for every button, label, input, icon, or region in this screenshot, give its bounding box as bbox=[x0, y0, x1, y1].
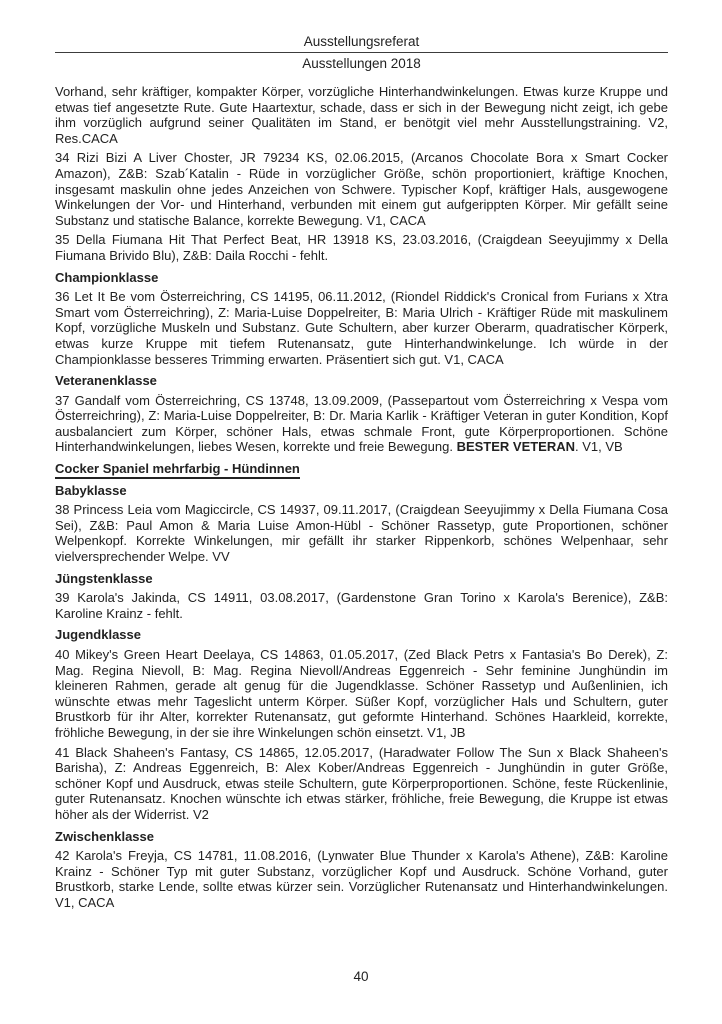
breed-section-title: Cocker Spaniel mehrfarbig - Hündinnen bbox=[55, 461, 300, 479]
page-header bbox=[55, 33, 668, 72]
heading-veteranenklasse: Veteranenklasse bbox=[55, 373, 157, 389]
entry-38: 38 Princess Leia vom Magiccircle, CS 14937, 09.11.2017, (Craigdean Seeyujimmy x Della Fiumana Cosa Sei), Z&B: Paul Amon & Maria Luise Amon-Hübl - Schöner Rassetyp, gute Proportionen, schöner Welpenkopf. Korrekte Winkelungen, mir gefällt ihr starker Rippenkorb, schönes Welpenhaar, sehr vielversprechender Welpe. VV bbox=[55, 502, 668, 565]
entry-37 bbox=[55, 393, 668, 455]
heading-jugendklasse: Jugendklasse bbox=[55, 627, 141, 643]
heading-babyklasse: Babyklasse bbox=[55, 482, 127, 498]
paragraph-judgement-continued: Vorhand, sehr kräftiger, kompakter Körper, vorzügliche Hinterhandwinkelungen. Etwas kurze Kruppe und etwas tief angesetzte Rute. Gute Haartextur, schade, dass er sich in der Bewegung nicht zeigt, ich gebe ihm vorzüglich aufgrund seiner Qualitäten im Stand, er benötgit viel mehr Ausstellungstraining. V2, Res.CACA bbox=[55, 84, 668, 146]
entry-41: 41 Black Shaheen's Fantasy, CS 14865, 12.05.2017, (Haradwater Follow The Sun x Black Shaheen's Barisha), Z: Andreas Eggenreich, B: Alex Kober/Andreas Eggenreich - Junghündin in guter Größe, schöner Kopf und Ausdruck, etwas steile Schultern, gute Körperproportionen. Schöne, feste Rückenlinie, guter Rutenansatz. Knochen wünschte ich etwas stärker, fröhliche, freie Bewegung, die Kruppe ist etwas höher als der Widerrist. V2 bbox=[55, 744, 668, 822]
header-divider-rule bbox=[55, 52, 668, 53]
page-number: 40 bbox=[353, 969, 369, 984]
heading-juengstenklasse: Jüngstenklasse bbox=[55, 570, 153, 586]
heading-zwischenklasse: Zwischenklasse bbox=[55, 828, 154, 844]
page-header-title: Ausstellungsreferat bbox=[303, 34, 420, 49]
entry-35: 35 Della Fiumana Hit That Perfect Beat, HR 13918 KS, 23.03.2016, (Craigdean Seeyujimmy x Della Fiumana Brivido Blu), Z&B: Daila Rocchi - fehlt. bbox=[55, 232, 668, 263]
entry-37-best-veteran-award: BESTER VETERAN bbox=[456, 439, 576, 455]
entry-36: 36 Let It Be vom Österreichring, CS 14195, 06.11.2012, (Riondel Riddick's Cronical from Furians x Xtra Smart vom Österreichring), Z: Maria-Luise Doppelreiter, B: Maria Ulrich - Kräftiger Rüde mit maskulinem Kopf, vorzügliche Muskeln und Substanz. Gute Schultern, aber kurzer Oberarm, quadratischer Körperk, etwas kurze Kruppe mit tiefem Rutenansatz, gute Hinterhandwinkelunge. Ich würde in der Championklasse besseres Trimming erwarten. Präsentiert sich gut. V1, CACA bbox=[55, 289, 668, 367]
heading-championklasse: Championklasse bbox=[55, 269, 159, 285]
page-footer bbox=[0, 969, 722, 985]
heading-breed-section bbox=[55, 461, 668, 477]
entry-40: 40 Mikey's Green Heart Deelaya, CS 14863, 01.05.2017, (Zed Black Petrs x Fantasia's Bo Derek), Z: Mag. Regina Nievoll, B: Mag. Regina Nievoll/Andreas Eggenreich - Sehr feminine Junghündin im kleineren Rahmen, gerade alt genug für die Jugendklasse. Schöner Rassetyp und Außenlinien, ich wünschte etwas mehr Tageslicht unterm Körper. Süßer Kopf, vorzüglicher Hals und Schultern, guter Brustkorb für ihr Alter, korrekter Rutenansatz, gut geformte Hinterhand. Schönes Haarkleid, korrekte, fröhliche Bewegung, in der sie ihre Winkelungen schön einsetzt. V1, JB bbox=[55, 647, 668, 740]
entry-42: 42 Karola's Freyja, CS 14781, 11.08.2016, (Lynwater Blue Thunder x Karola's Athene), Z&B: Karoline Krainz - Schöner Typ mit guter Substanz, vorzüglicher Kopf und Ausdruck. Schöne Vorhand, guter Brustkorb, starke Lende, sollte etwas kürzer sein. Vorzüglicher Rutenansatz und Hinterhandwinkelungen. V1, CACA bbox=[55, 848, 668, 910]
entry-34: 34 Rizi Bizi A Liver Choster, JR 79234 KS, 02.06.2015, (Arcanos Chocolate Bora x Smart Cocker Amazon), Z&B: Szab´Katalin - Rüde in vorzüglicher Größe, schön proportioniert, kräftige Knochen, insgesamt maskulin ohne jedes Anzeichen von Schwere. Typischer Kopf, kräftiger Hals, ausgewogene Winkelungen der Vor- und Hinterhand, verbunden mit einem gut aufgerippten Körper. Mir gefällt seine Substanz und statische Balance, korrekte Bewegung. V1, CACA bbox=[55, 150, 668, 228]
entry-39: 39 Karola's Jakinda, CS 14911, 03.08.2017, (Gardenstone Gran Torino x Karola's Berenice), Z&B: Karoline Krainz - fehlt. bbox=[55, 590, 668, 621]
entry-37-result: . V1, VB bbox=[575, 439, 623, 455]
document-body bbox=[55, 84, 668, 911]
entry-37-text: 37 Gandalf vom Österreichring, CS 13748, 13.09.2009, (Passepartout vom Österreichring x Vespa vom Österreichring), Z: Maria-Luise Doppelreiter, B: Dr. Maria Karlik - Kräftiger Veteran in guter Kondition, Kopf ausbalanciert zum Körper, schöner Hals, etwas schmale Front, gute Körperproportionen. Schöne Hinterhandwinkelungen, liebes Wesen, korrekte und freie Bewegung. bbox=[55, 392, 668, 455]
page-subtitle: Ausstellungen 2018 bbox=[302, 56, 421, 71]
